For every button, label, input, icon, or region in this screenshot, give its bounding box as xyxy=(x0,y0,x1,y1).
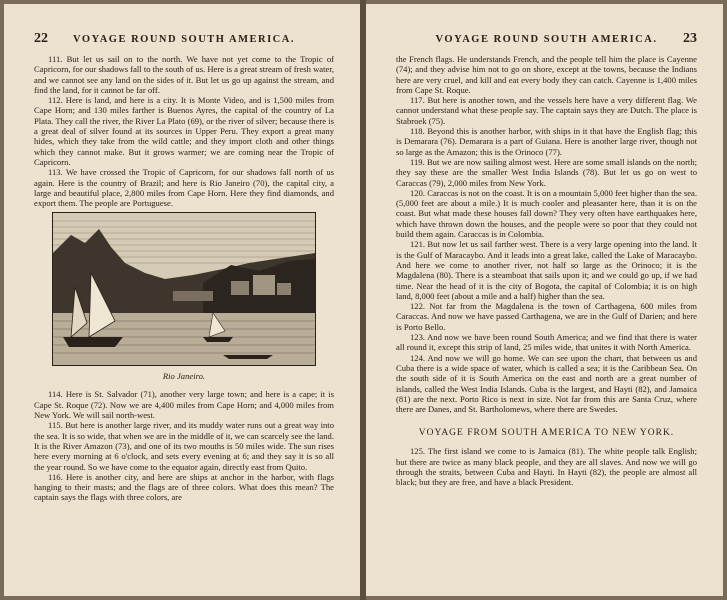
paragraph-119: 119. But we are now sailing almost west. Here are some small islands on the north; they say these are the smaller West India Islands (78). But let us go on west to Caraccas (79), 2,000 miles from New York. xyxy=(396,156,697,188)
paragraph-122: 122. Not far from the Magdalena is the town of Carthagena, 600 miles from Caraccas. And now we have passed Carthagena, we are in the Gulf of Darien; and here is Porto Bello. xyxy=(396,301,697,332)
paragraph-116: 116. Here is another city, and here are ships at anchor in the harbor, with flags hanging to their masts; and the flags are of three colors. What does this mean? The captain says the flags with three colors, are xyxy=(34,471,334,503)
paragraph-115: 115. But here is another large river, and its muddy water runs out a great way into the sea. It is so wide, that when we are in the middle of it, we can scarcely see the land. It is the River Amazon (73), and one of its two mouths is 50 miles wide. The sun rises here every morning at 6 o'clock, and sets every evening at 6; and they say it is so all the year round. So we have come to the equator again, directly east from Quito. xyxy=(34,420,334,472)
paragraph-111: 111. But let us sail on to the north. We have not yet come to the Tropic of Capricorn, for our shadows fall to the south of us. Here is a great stream of fresh water, and we cannot see any land on the sides of it. But let us go up against the stream, and find the land, for it cannot be far off. xyxy=(34,54,334,95)
right-page xyxy=(366,4,723,596)
page-number-left: 22 xyxy=(34,31,48,46)
harbor-scene-illustration xyxy=(53,213,315,365)
paragraph-125: 125. The first island we come to is Jamaica (81). The white people talk English; but there are twice as many black people, and they are all slaves. And now we will go through the straits, between Cuba and Hayti. In Hayti (82), the people are almost all black; but they are free, and have a black President. xyxy=(396,446,697,488)
paragraph-120: 120. Caraccas is not on the coast. It is on a mountain 5,000 feet higher than the sea. (5,000 feet are about a mile.) It is much cooler and pleasanter here, than it is on the coast. But what made these houses fall down? They very often have earthquakes here, which have thrown down the houses, and the people were so poor that they could not build them again. Caraccas is in Colombia. xyxy=(396,187,697,240)
left-page xyxy=(4,4,360,596)
running-head-title-left: VOYAGE ROUND SOUTH AMERICA. xyxy=(73,34,295,45)
page-number-right: 23 xyxy=(683,31,697,46)
running-head-left xyxy=(34,31,334,54)
paragraph-124: 124. And now we will go home. We can see upon the chart, that between us and Cuba there is a wide space of water, which is called a sea; it is the Caribbean Sea. On the south side of it is South America on the east and north are a great number of islands, called the West India Islands. Cuba is the largest, and Hayti (82), and Jamaica (81) are the next. Porto Rico is next in size. Not far from this are Santa Cruz, where there are Danes, and St. Bartholomews, where there are Swedes. xyxy=(396,352,697,415)
paragraph-114: 114. Here is St. Salvador (71), another very large town; and here is a cape; it is Cape St. Roque (72). Now we are 4,400 miles from Cape Horn; and 4,000 miles from New York. We will sail north-west. xyxy=(34,389,334,421)
paragraph-116-continued: the French flags. He understands French, and the people tell him the place is Cayenne (74); and they advise him not to go on shore, except at the towns, because the Indians here are very cruel, and kill and eat every body they can catch. Cayenne is 1,400 miles from Cape St. Roque. xyxy=(396,54,697,95)
running-head-right xyxy=(396,31,697,54)
rio-janeiro-engraving xyxy=(52,212,316,366)
paragraph-113: 113. We have crossed the Tropic of Capricorn, for our shadows fall north of us again. Here is the country of Brazil; and here is Rio Janeiro (70), the capital city, a large and beautiful place, 2,800 miles from Cape Horn. Here they find diamonds, and export them. The people are Portuguese. xyxy=(34,167,334,209)
paragraph-121: 121. But now let us sail farther west. There is a very large opening into the land. It is the Gulf of Maracaybo. And it leads into a great lake, called the Lake of Maracaybo. And here we come to another river, not half so large as the Orinoco; it is the Magdalena (80). There is a steamboat that sails upon it; and we could go up, if we had time. Near the head of it is the city of Bogota, the capital of Colombia; it is on high land, 8,000 feet (about a mile and a half) higher than the sea. xyxy=(396,239,697,301)
section-heading: VOYAGE FROM SOUTH AMERICA TO NEW YORK. xyxy=(418,428,675,439)
figure-caption: Rio Janeiro. xyxy=(162,371,206,382)
paragraph-117: 117. But here is another town, and the vessels here have a very different flag. We cannot understand what these people say. The captain says they are Dutch. The place is Stabroek (75). xyxy=(396,95,697,126)
paragraph-112: 112. Here is land, and here is a city. It is Monte Video, and is 1,500 miles from Cape Horn; and 130 miles farther is Buenos Ayres, the capital of the country of La Plata. They call the river, the River La Plato (69), or the river of silver; because there is a great deal of silver found at its sources in Upper Peru. They export a great many hides, which they take from the wild cattle; and they import cloth and other things which they cannot make. But it grows warmer; we are coming near the Tropic of Capricorn. xyxy=(34,95,334,167)
paragraph-118: 118. Beyond this is another harbor, with ships in it that have the English flag; this is Demarara (76). Demarara is a part of Guiana. Here is another large river, though not so large as the Amazon; this is the Orinoco (77). xyxy=(396,126,697,157)
paragraph-123: 123. And now we have been round South America; and we find that there is water all round it, except this strip of land, 25 miles wide, that unites it with North America. xyxy=(396,332,697,353)
running-head-title-right: VOYAGE ROUND SOUTH AMERICA. xyxy=(435,34,658,45)
